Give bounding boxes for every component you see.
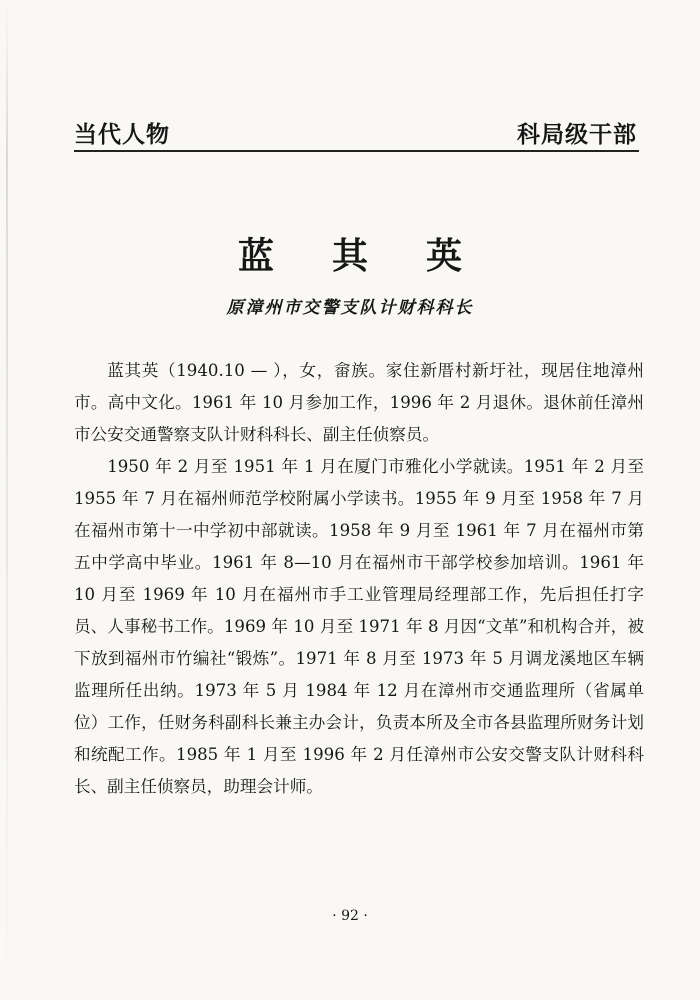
header-divider — [74, 150, 639, 152]
page-title: 蓝其英 — [237, 236, 520, 277]
running-header — [74, 116, 639, 156]
page-edge-shadow — [6, 0, 8, 1000]
page-subtitle: 原漳州市交警支队计财科科长 — [226, 298, 474, 318]
paragraph-intro: 蓝其英（1940.10 — ），女，畲族。家住新厝村新圩社，现居住地漳州市。高中文化。1961 年 10 月参加工作，1996 年 2 月退休。退休前任漳州市公安交通警察支队计财科科长、副主任侦察员。 — [74, 361, 644, 444]
paragraph-career: 1950 年 2 月至 1951 年 1 月在厦门市雅化小学就读。1951 年 2 月至 1955 年 7 月在福州师范学校附属小学读书。1955 年 9 月至 1958 年 7 月在福州市第十一中学初中部就读。1958 年 9 月至 1961 年 7 月在福州市第五中学高中毕业。1961 年 8—10 月在福州市干部学校参加培训。1961 年 10 月至 1969 年 10 月在福州市手工业管理局经理部工作，先后担任打字员、人事秘书工作。1969 年 10 月至 1971 年 8 月因“文革”和机构合并，被下放到福州市竹编社“锻炼”。1971 年 8 月至 1973 年 5 月调龙溪地区车辆监理所任出纳。1973 年 5 月 1984 年 12 月在漳州市交通监理所（省属单位）工作，任财务科副科长兼主办会计，负责本所及全市各县监理所财务计划和统配工作。1985 年 1 月至 1996 年 2 月任漳州市公安交警支队计财科科长、副主任侦察员，助理会计师。 — [74, 457, 644, 796]
page-number: · 92 · — [332, 908, 368, 924]
biography-body — [74, 355, 644, 803]
header-category-title: 科局级干部 — [517, 122, 637, 148]
header-section-title: 当代人物 — [74, 122, 170, 148]
